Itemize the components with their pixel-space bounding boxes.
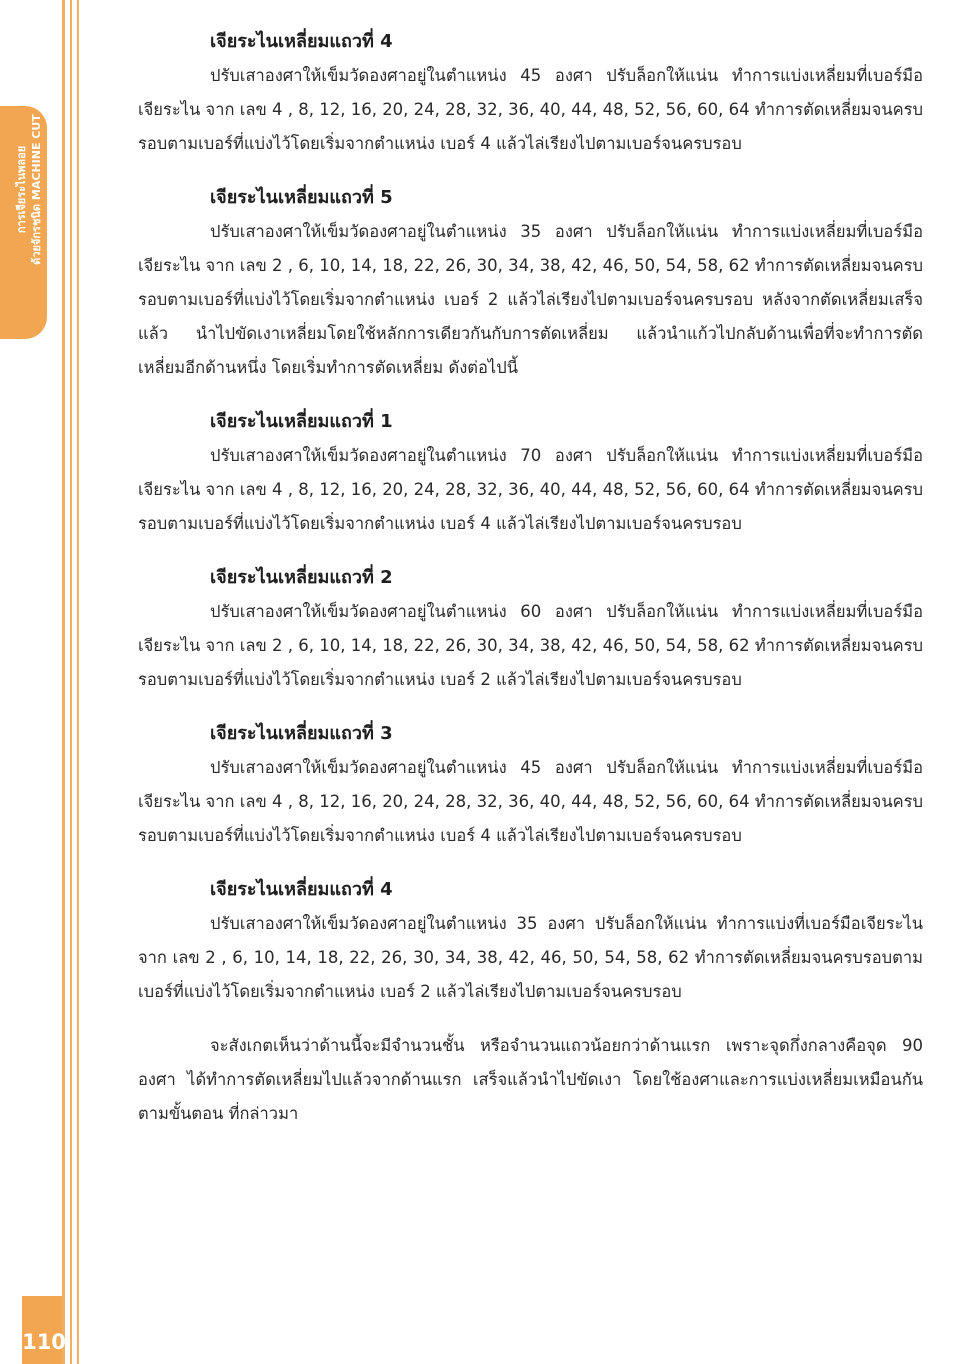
section-heading: เจียระไนเหลี่ยมแถวที่ 1 [210,411,393,432]
section-row-4-first-side [138,25,923,161]
section-row-4-second-side [138,873,923,1009]
chapter-side-title [5,73,52,306]
document-body [138,25,923,1131]
chapter-title-line-1: การเจียระไนพลอย [14,145,28,234]
section-row-1 [138,405,923,541]
section-paragraph: ปรับเสาองศาให้เข็มวัดองศาอยู่ในตำแหน่ง 70 องศา ปรับล็อกให้แน่น ทำการแบ่งเหลี่ยมที่เบอร์มือเจียระไน จาก เลข 4 , 8, 12, 16, 20, 24, 28, 32, 36, 40, 44, 48, 52, 56, 60, 64 ทำการตัดเหลี่ยมจนครบรอบตามเบอร์ที่แบ่งไว้โดยเริ่มจากตำแหน่ง เบอร์ 4 แล้วไล่เรียงไปตามเบอร์จนครบรอบ [138,446,923,533]
closing-paragraph: จะสังเกตเห็นว่าด้านนี้จะมีจำนวนชั้น หรือจำนวนแถวน้อยกว่าด้านแรก เพราะจุดกึ่งกลางคือจุด 90 องศา ได้ทำการตัดเหลี่ยมไปแล้วจากด้านแรก เสร็จแล้วนำไปขัดเงา โดยใช้องศาและการแบ่งเหลี่ยมเหมือนกันตามขั้นตอน ที่กล่าวมา [138,1036,923,1123]
margin-rule-thin [70,0,72,1364]
section-paragraph: ปรับเสาองศาให้เข็มวัดองศาอยู่ในตำแหน่ง 45 องศา ปรับล็อกให้แน่น ทำการแบ่งเหลี่ยมที่เบอร์มือเจียระไน จาก เลข 4 , 8, 12, 16, 20, 24, 28, 32, 36, 40, 44, 48, 52, 56, 60, 64 ทำการตัดเหลี่ยมจนครบรอบตามเบอร์ที่แบ่งไว้โดยเริ่มจากตำแหน่ง เบอร์ 4 แล้วไล่เรียงไปตามเบอร์จนครบรอบ [138,758,923,845]
margin-rule-thin-outer [77,0,79,1364]
margin-rule-thick [62,0,65,1364]
section-paragraph: ปรับเสาองศาให้เข็มวัดองศาอยู่ในตำแหน่ง 35 องศา ปรับล็อกให้แน่น ทำการแบ่งเหลี่ยมที่เบอร์มือเจียระไน จาก เลข 2 , 6, 10, 14, 18, 22, 26, 30, 34, 38, 42, 46, 50, 54, 58, 62 ทำการตัดเหลี่ยมจนครบรอบตามเบอร์ที่แบ่งไว้โดยเริ่มจากตำแหน่ง เบอร์ 2 แล้วไล่เรียงไปตามเบอร์จนครบรอบ หลังจากตัดเหลี่ยมเสร็จแล้ว นำไปขัดเงาเหลี่ยมโดยใช้หลักการเดียวกันกับการตัดเหลี่ยม แล้วนำแก้วไปกลับด้านเพื่อที่จะทำการตัดเหลี่ยมอีกด้านหนึ่ง โดยเริ่มทำการตัดเหลี่ยม ดังต่อไปนี้ [138,222,923,377]
section-row-5 [138,181,923,385]
section-paragraph: ปรับเสาองศาให้เข็มวัดองศาอยู่ในตำแหน่ง 60 องศา ปรับล็อกให้แน่น ทำการแบ่งเหลี่ยมที่เบอร์มือเจียระไน จาก เลข 2 , 6, 10, 14, 18, 22, 26, 30, 34, 38, 42, 46, 50, 54, 58, 62 ทำการตัดเหลี่ยมจนครบรอบตามเบอร์ที่แบ่งไว้โดยเริ่มจากตำแหน่ง เบอร์ 2 แล้วไล่เรียงไปตามเบอร์จนครบรอบ [138,602,923,689]
section-heading: เจียระไนเหลี่ยมแถวที่ 4 [210,31,393,52]
section-heading: เจียระไนเหลี่ยมแถวที่ 2 [210,567,393,588]
section-paragraph: ปรับเสาองศาให้เข็มวัดองศาอยู่ในตำแหน่ง 45 องศา ปรับล็อกให้แน่น ทำการแบ่งเหลี่ยมที่เบอร์มือเจียระไน จาก เลข 4 , 8, 12, 16, 20, 24, 28, 32, 36, 40, 44, 48, 52, 56, 60, 64 ทำการตัดเหลี่ยมจนครบรอบตามเบอร์ที่แบ่งไว้โดยเริ่มจากตำแหน่ง เบอร์ 4 แล้วไล่เรียงไปตามเบอร์จนครบรอบ [138,66,923,153]
section-paragraph: ปรับเสาองศาให้เข็มวัดองศาอยู่ในตำแหน่ง 35 องศา ปรับล็อกให้แน่น ทำการแบ่งที่เบอร์มือเจียระไน จาก เลข 2 , 6, 10, 14, 18, 22, 26, 30, 34, 38, 42, 46, 50, 54, 58, 62 ทำการตัดเหลี่ยมจนครบรอบตามเบอร์ที่แบ่งไว้โดยเริ่มจากตำแหน่ง เบอร์ 2 แล้วไล่เรียงไปตามเบอร์จนครบรอบ [138,914,923,1001]
page-number: 110 [22,1330,66,1354]
section-heading: เจียระไนเหลี่ยมแถวที่ 5 [210,187,393,208]
section-heading: เจียระไนเหลี่ยมแถวที่ 3 [210,723,393,744]
section-row-2 [138,561,923,697]
chapter-title-line-2: ด้วยจักรชนิด MACHINE CUT [29,114,43,265]
section-row-3 [138,717,923,853]
chapter-side-tab [0,106,47,339]
section-heading: เจียระไนเหลี่ยมแถวที่ 4 [210,879,393,900]
